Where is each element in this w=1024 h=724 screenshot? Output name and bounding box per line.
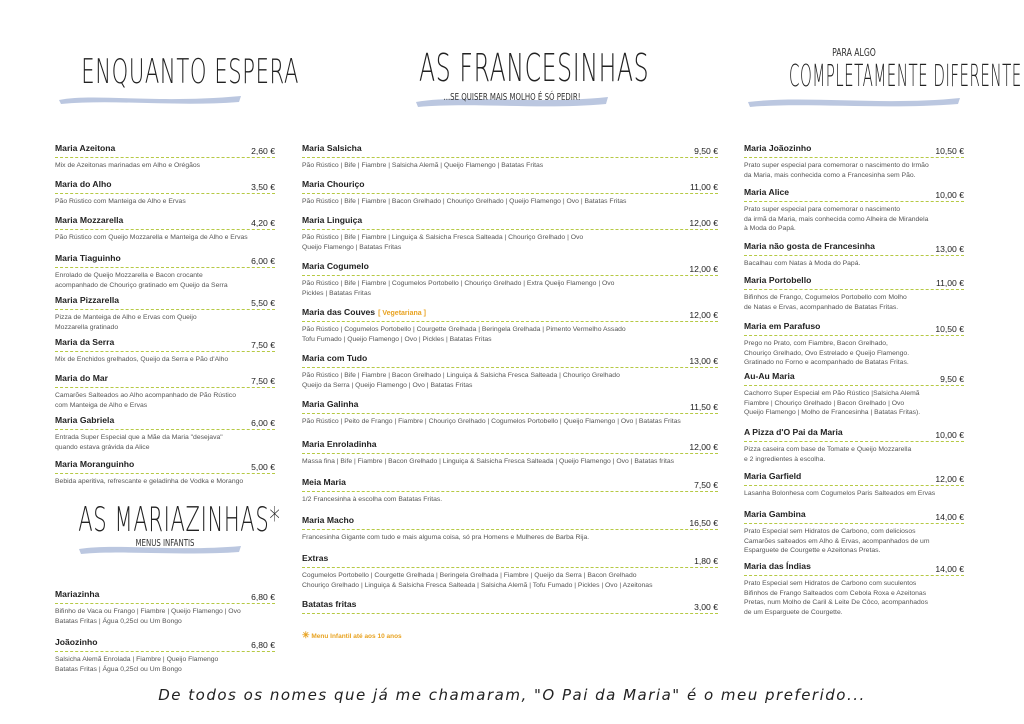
menu-item-price: 1,80 € bbox=[694, 556, 718, 566]
menu-item-title bbox=[744, 138, 811, 156]
menu-item-title bbox=[55, 174, 112, 192]
menu-item-name: Maria Moranguinho bbox=[55, 459, 135, 469]
section-subtitle: ...SE QUISER MAIS MOLHO É SÓ PEDIR! bbox=[443, 92, 581, 103]
menu-item-description: Cachorro Super Especial em Pão Rústico |Salsicha Alemã Fiambre | Chouriço Grelhado | Bacon Grelhado | Ovo Queijo Flamengo | Molho de Francesinha | Batatas Fritas). bbox=[744, 390, 921, 417]
mariazinhas-header bbox=[25, 500, 305, 570]
menu-item-name: Maria Portobello bbox=[744, 275, 812, 285]
menu-item-title bbox=[55, 454, 134, 472]
menu-item-title bbox=[55, 368, 108, 386]
menu-item-row bbox=[55, 332, 275, 352]
menu-item-price: 4,20 € bbox=[251, 218, 275, 228]
menu-item-name: Maria Salsicha bbox=[302, 143, 362, 153]
menu-item-price: 12,00 € bbox=[935, 474, 964, 484]
menu-item-description: Salsicha Alemã Enrolada | Fiambre | Queijo Flamengo Batatas Fritas | Água 0,25cl ou Um Bongo bbox=[55, 656, 219, 673]
menu-item-price: 12,00 € bbox=[689, 310, 718, 320]
menu-item-row bbox=[744, 270, 964, 290]
menu-item-name: Maria das Couves bbox=[302, 307, 376, 317]
menu-item-name: Maria Linguiça bbox=[302, 215, 363, 225]
menu-item-price: 12,00 € bbox=[689, 218, 718, 228]
menu-item-row bbox=[302, 174, 718, 194]
menu-item-description: Prato Especial sem Hidratos de Carbono com suculentos Bifinhos de Frango Salteados com Cebola Roxa e Azeitonas Pretas, num Molho de Caril & Leite De Côco, acompanhados de um Esparguete de Courgette. bbox=[744, 580, 928, 616]
menu-item-name: Maria Alice bbox=[744, 187, 790, 197]
menu-item-description: Pão Rústico | Cogumelos Portobello | Courgette Grelhada | Beringela Grelhada | Pimento Vermelho Assado Tofu Fumado | Queijo Flamengo | Ovo | Pickles | Batatas Fritas bbox=[302, 326, 626, 343]
menu-item bbox=[744, 366, 964, 418]
menu-item-title bbox=[55, 332, 114, 350]
menu-item bbox=[55, 368, 275, 410]
menu-item-name: Maria Garfield bbox=[744, 471, 802, 481]
menu-item-description: Lasanha Bolonhesa com Cogumelos Paris Salteados em Ervas bbox=[744, 490, 936, 497]
menu-item-price: 10,00 € bbox=[935, 190, 964, 200]
menu-list-enquanto-espera bbox=[55, 138, 275, 488]
menu-item-title bbox=[55, 210, 123, 228]
menu-item-description: Enrolado de Queijo Mozzarella e Bacon crocante acompanhado de Chouriço gratinado em Queijo da Serra bbox=[55, 272, 228, 289]
section-title: AS MARIAZINHAS* bbox=[78, 500, 281, 540]
menu-item-row bbox=[744, 466, 964, 486]
menu-item bbox=[744, 138, 964, 180]
menu-item-row bbox=[744, 182, 964, 202]
diferente-header bbox=[724, 46, 1022, 118]
menu-item-title bbox=[55, 290, 119, 308]
menu-item-title bbox=[55, 632, 98, 650]
menu-item-description: Pão Rústico | Bife | Fiambre | Salsicha Alemã | Queijo Flamengo | Batatas Fritas bbox=[302, 162, 544, 169]
menu-item-name: Maria em Parafuso bbox=[744, 321, 821, 331]
menu-item bbox=[55, 332, 275, 365]
menu-item-title bbox=[744, 366, 795, 384]
menu-item-title bbox=[55, 248, 121, 266]
menu-item bbox=[744, 504, 964, 556]
menu-item-title bbox=[302, 302, 426, 320]
menu-item-description: Pão Rústico | Bife | Fiambre | Bacon Grelhado | Linguiça & Salsicha Fresca Salteada | Chouriço Grelhado Queijo da Serra | Queijo Flamengo | Ovo | Batatas Fritas bbox=[302, 372, 620, 389]
menu-item-description: Pão Rústico | Bife | Fiambre | Bacon Grelhado | Chouriço Grelhado | Queijo Flamengo | Ovo | Batatas Fritas bbox=[302, 198, 627, 205]
menu-item-price: 14,00 € bbox=[935, 564, 964, 574]
menu-item-row bbox=[302, 210, 718, 230]
menu-item-title bbox=[302, 174, 365, 192]
menu-item-title bbox=[302, 594, 356, 612]
menu-item-description: Pizza de Manteiga de Alho e Ervas com Queijo Mozzarella gratinado bbox=[55, 314, 197, 331]
menu-item-row bbox=[302, 138, 718, 158]
menu-item-price: 10,00 € bbox=[935, 430, 964, 440]
menu-item bbox=[744, 466, 964, 499]
menu-item bbox=[55, 174, 275, 207]
menu-item-description: Pão Rústico | Peito de Frango | Fiambre | Chouriço Grelhado | Cogumelos Portobello | Queijo Flamengo | Ovo | Batatas Fritas bbox=[302, 418, 681, 425]
menu-item bbox=[55, 632, 275, 674]
menu-item-price: 9,50 € bbox=[940, 374, 964, 384]
menu-item-description: Bebida aperitiva, refrescante e geladinha de Vodka e Morango bbox=[55, 478, 244, 485]
menu-item-row bbox=[744, 316, 964, 336]
menu-item bbox=[55, 210, 275, 243]
menu-item-title bbox=[302, 548, 328, 566]
menu-item-price: 14,00 € bbox=[935, 512, 964, 522]
menu-item bbox=[744, 422, 964, 464]
menu-item-description: Bifinho de Vaca ou Frango | Fiambre | Queijo Flamengo | Ovo Batatas Fritas | Água 0,25cl ou Um Bongo bbox=[55, 608, 241, 625]
menu-item-title bbox=[744, 316, 820, 334]
menu-item-row bbox=[744, 504, 964, 524]
menu-item-description: Prato Especial sem Hidratos de Carbono, com deliciosos Camarões salteados em Alho & Ervas, acompanhados de um Esparguete de Courgette e Azeitonas Pretas. bbox=[744, 528, 930, 555]
menu-item-title bbox=[744, 422, 843, 440]
menu-item-price: 10,50 € bbox=[935, 146, 964, 156]
menu-item-row bbox=[744, 422, 964, 442]
menu-item-title bbox=[302, 472, 346, 490]
menu-item-row bbox=[55, 138, 275, 158]
menu-item bbox=[302, 210, 718, 252]
menu-item-name: Maria Cogumelo bbox=[302, 261, 369, 271]
menu-item-row bbox=[302, 472, 718, 492]
menu-item bbox=[55, 410, 275, 452]
menu-item-price: 16,50 € bbox=[689, 518, 718, 528]
note-text: Menu Infantil até aos 10 anos bbox=[311, 633, 402, 640]
menu-item-row bbox=[302, 434, 718, 454]
menu-item bbox=[55, 584, 275, 626]
menu-item bbox=[302, 472, 718, 505]
menu-item-description: Mix de Enchidos grelhados, Queijo da Serra e Pão d'Alho bbox=[55, 356, 229, 363]
menu-item-name: Maria Chouriço bbox=[302, 179, 365, 189]
menu-list-mariazinhas bbox=[55, 584, 275, 674]
menu-list-francesinhas bbox=[302, 138, 718, 618]
menu-item-price: 5,00 € bbox=[251, 462, 275, 472]
menu-item-name: Maria do Alho bbox=[55, 179, 112, 189]
menu-item-name: Meia Maria bbox=[302, 477, 346, 487]
menu-item-name: Maria das Índias bbox=[744, 561, 811, 571]
menu-item-row bbox=[302, 548, 718, 568]
menu-list-completamente-diferente bbox=[744, 138, 964, 618]
section-subtitle: MENUS INFANTIS bbox=[135, 538, 195, 549]
menu-item bbox=[302, 138, 718, 171]
menu-item-row bbox=[55, 632, 275, 652]
menu-item-row bbox=[744, 138, 964, 158]
menu-item-price: 9,50 € bbox=[694, 146, 718, 156]
menu-item-row bbox=[744, 556, 964, 576]
menu-item bbox=[302, 594, 718, 614]
menu-item-title bbox=[302, 434, 377, 452]
menu-item-description: Pão Rústico | Bife | Fiambre | Linguiça & Salsicha Fresca Salteada | Chouriço Grelhado | Ovo Queijo Flamengo | Batatas Fritas bbox=[302, 234, 584, 251]
menu-item-name: Maria Gambina bbox=[744, 509, 806, 519]
menu-item-title bbox=[302, 256, 369, 274]
menu-item-title bbox=[302, 394, 358, 412]
menu-item bbox=[744, 556, 964, 617]
menu-item-price: 7,50 € bbox=[694, 480, 718, 490]
menu-item-name: Maria Pizzarella bbox=[55, 295, 120, 305]
menu-item-title bbox=[744, 466, 801, 484]
menu-item-title bbox=[302, 348, 367, 366]
menu-item bbox=[744, 236, 964, 269]
menu-item bbox=[302, 510, 718, 543]
menu-item-title bbox=[55, 138, 115, 156]
menu-item-row bbox=[302, 302, 718, 322]
menu-item-name: Maria Enroladinha bbox=[302, 439, 377, 449]
menu-item-price: 5,50 € bbox=[251, 298, 275, 308]
menu-item-row bbox=[55, 210, 275, 230]
menu-item-row bbox=[55, 584, 275, 604]
menu-item bbox=[302, 548, 718, 590]
menu-item-description: Cogumelos Portobello | Courgette Grelhada | Beringela Grelhada | Fiambre | Queijo da Serra | Bacon Grelhado Chouriço Grelhado | Linguiça & Salsicha Fresca Salteada | Salsicha Alemã | Tofu Fumado | Pickles | Ovo | Azeitonas bbox=[302, 572, 653, 589]
menu-item bbox=[55, 454, 275, 487]
section-pretitle: PARA ALGO bbox=[832, 46, 876, 59]
menu-item-title bbox=[744, 182, 789, 200]
menu-item-name: Maria Gabriela bbox=[55, 415, 115, 425]
menu-item-row bbox=[302, 510, 718, 530]
menu-item-title bbox=[302, 510, 354, 528]
menu-item-row bbox=[55, 290, 275, 310]
menu-item-title bbox=[55, 410, 114, 428]
menu-item-description: Massa fina | Bife | Fiambre | Bacon Grelhado | Linguiça & Salsicha Fresca Salteada | Queijo Flamengo | Ovo | Batatas fritas bbox=[302, 458, 675, 465]
menu-item-title bbox=[302, 138, 362, 156]
menu-item-price: 13,00 € bbox=[689, 356, 718, 366]
francesinhas-header bbox=[362, 46, 662, 118]
menu-item-description: Pizza caseira com base de Tomate e Queijo Mozzarella e 2 ingredientes à escolha. bbox=[744, 446, 912, 463]
menu-item-price: 12,00 € bbox=[689, 264, 718, 274]
menu-item-description: Bifinhos de Frango, Cogumelos Portobello com Molho de Natas e Ervas, acompanhado de Batatas Fritas. bbox=[744, 294, 907, 311]
menu-item-price: 13,00 € bbox=[935, 244, 964, 254]
menu-item-price: 6,80 € bbox=[251, 640, 275, 650]
menu-item-price: 7,50 € bbox=[251, 376, 275, 386]
menu-item-name: Joãozinho bbox=[55, 637, 98, 647]
menu-item-price: 3,50 € bbox=[251, 182, 275, 192]
menu-item-description: Bacalhau com Natas à Moda do Papá. bbox=[744, 260, 861, 267]
brush-stroke-decoration bbox=[55, 90, 245, 108]
menu-item-price: 6,00 € bbox=[251, 418, 275, 428]
menu-item-row bbox=[744, 236, 964, 256]
menu-item-row bbox=[302, 348, 718, 368]
infant-menu-note bbox=[302, 630, 402, 641]
menu-item-title bbox=[55, 584, 99, 602]
menu-item bbox=[55, 248, 275, 290]
menu-item-row bbox=[302, 594, 718, 614]
menu-item-name: Maria Azeitona bbox=[55, 143, 116, 153]
menu-item bbox=[744, 182, 964, 234]
menu-item bbox=[302, 394, 718, 427]
menu-item-description: Francesinha Gigante com tudo e mais alguma coisa, só pra Homens e Mulheres de Barba Rija. bbox=[302, 534, 590, 541]
menu-item-row bbox=[55, 174, 275, 194]
menu-item-price: 3,00 € bbox=[694, 602, 718, 612]
menu-item-name: Maria Tiaguinho bbox=[55, 253, 121, 263]
menu-item bbox=[55, 290, 275, 332]
menu-item-row bbox=[302, 256, 718, 276]
menu-item-title bbox=[744, 504, 806, 522]
menu-item-title bbox=[744, 556, 811, 574]
menu-item-row bbox=[55, 454, 275, 474]
menu-item-description: Pão Rústico | Bife | Fiambre | Cogumelos Portobello | Chouriço Grelhado | Extra Queijo Flamengo | Ovo Pickles | Batatas Fritas bbox=[302, 280, 615, 297]
menu-item-row bbox=[744, 366, 964, 386]
menu-item-description: Camarões Salteados ao Alho acompanhado de Pão Rústico com Manteiga de Alho e Ervas bbox=[55, 392, 236, 409]
menu-item-title bbox=[744, 236, 875, 254]
menu-item-row bbox=[55, 368, 275, 388]
menu-item-description: Prato super especial para comemorar o nascimento do Irmão da Maria, mais conhecida como a Francesinha sem Pão. bbox=[744, 162, 929, 179]
menu-item-name: Maria do Mar bbox=[55, 373, 109, 383]
menu-item-title bbox=[302, 210, 362, 228]
menu-item-description: Pão Rústico com Queijo Mozzarella e Manteiga de Alho e Ervas bbox=[55, 234, 248, 241]
menu-item-title bbox=[744, 270, 811, 288]
brush-stroke-decoration bbox=[744, 92, 964, 112]
menu-item-price: 11,00 € bbox=[935, 278, 964, 288]
menu-item-name: Maria Macho bbox=[302, 515, 355, 525]
menu-item-price: 11,00 € bbox=[689, 182, 718, 192]
menu-item bbox=[744, 270, 964, 312]
menu-item-description: Entrada Super Especial que a Mãe da Maria "desejava" quando estava grávida da Alice bbox=[55, 434, 223, 451]
menu-item-description: Prego no Prato, com Fiambre, Bacon Grelhado, Chouriço Grelhado, Ovo Estrelado e Queijo Flamengo. Gratinado no Forno e acompanhado de Batatas Fritas. bbox=[744, 340, 910, 367]
menu-item-description: Pão Rústico com Manteiga de Alho e Ervas bbox=[55, 198, 186, 205]
menu-item-price: 6,00 € bbox=[251, 256, 275, 266]
menu-item-price: 12,00 € bbox=[689, 442, 718, 452]
menu-item-name: Maria não gosta de Francesinha bbox=[744, 241, 875, 251]
menu-item-description: Mix de Azeitonas marinadas em Alho e Orégãos bbox=[55, 162, 201, 169]
menu-item-name: Maria da Serra bbox=[55, 337, 115, 347]
section-title: ENQUANTO ESPERA bbox=[81, 52, 300, 92]
menu-item-description: 1/2 Francesinha à escolha com Batatas Fritas. bbox=[302, 496, 443, 503]
asterisk-icon: ✳ bbox=[302, 630, 310, 640]
menu-item-name: Batatas fritas bbox=[302, 599, 357, 609]
menu-item-description: Prato super especial para comemorar o nascimento da irmã da Maria, mais conhecida como Alheira de Mirandela à Moda do Papá. bbox=[744, 206, 929, 233]
menu-item-row bbox=[302, 394, 718, 414]
section-title: COMPLETAMENTE DIFERENTE bbox=[789, 59, 1022, 94]
menu-item-row bbox=[55, 248, 275, 268]
menu-item-price: 7,50 € bbox=[251, 340, 275, 350]
menu-item-price: 11,50 € bbox=[689, 402, 718, 412]
section-title: AS FRANCESINHAS bbox=[419, 46, 650, 90]
menu-item bbox=[55, 138, 275, 171]
menu-item-name: Maria Galinha bbox=[302, 399, 359, 409]
menu-item-price: 6,80 € bbox=[251, 592, 275, 602]
menu-item bbox=[302, 174, 718, 207]
menu-item-name: Mariazinha bbox=[55, 589, 100, 599]
menu-item-name: Au-Au Maria bbox=[744, 371, 795, 381]
menu-item-price: 10,50 € bbox=[935, 324, 964, 334]
vegetarian-tag: [ Vegetariana ] bbox=[378, 310, 426, 317]
menu-item-name: A Pizza d'O Pai da Maria bbox=[744, 427, 843, 437]
menu-item-name: Maria Mozzarella bbox=[55, 215, 124, 225]
menu-item bbox=[302, 348, 718, 390]
menu-item bbox=[302, 256, 718, 298]
menu-item-price: 2,60 € bbox=[251, 146, 275, 156]
menu-item bbox=[302, 302, 718, 344]
menu-item bbox=[302, 434, 718, 467]
menu-item-name: Maria com Tudo bbox=[302, 353, 368, 363]
footer-tagline: De todos os nomes que já me chamaram, "O Pai da Maria" é o meu preferido... bbox=[158, 686, 866, 704]
menu-item-name: Extras bbox=[302, 553, 329, 563]
menu-item-name: Maria Joãozinho bbox=[744, 143, 812, 153]
menu-item-row bbox=[55, 410, 275, 430]
menu-item bbox=[744, 316, 964, 368]
enquanto-espera-header bbox=[30, 52, 300, 108]
